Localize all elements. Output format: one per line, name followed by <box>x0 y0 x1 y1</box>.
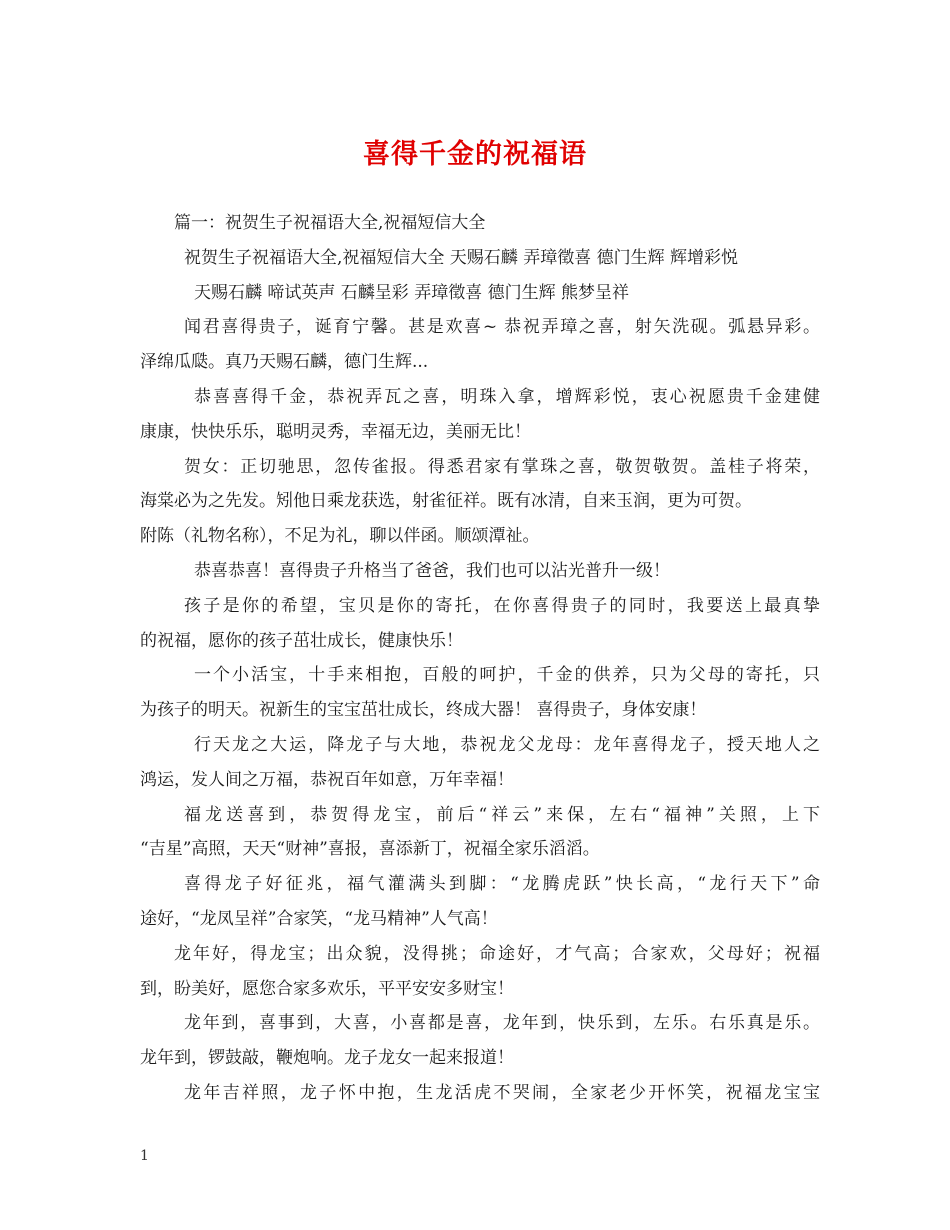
text-line: 泽绵瓜瓞。真乃天赐石麟，德门生辉... <box>140 352 429 373</box>
text-line: 恭喜喜得千金，恭祝弄瓦之喜，明珠入拿，增辉彩悦，衷心祝愿贵千金建健 <box>194 386 820 407</box>
text-line: 海棠必为之先发。矧他日乘龙获选，射雀征祥。既有冰清，自来玉润，更为可贺。 <box>140 491 752 512</box>
page-number: 1 <box>140 1148 149 1164</box>
text-line: 鸿运，发人间之万福，恭祝百年如意，万年幸福！ <box>140 769 514 790</box>
text-line: “吉星”高照，天天“财神”喜报，喜添新丁，祝福全家乐滔滔。 <box>140 839 600 860</box>
text-line: 孩子是你的希望，宝贝是你的寄托，在你喜得贵子的同时，我要送上最真挚 <box>184 595 820 616</box>
text-line: 祝贺生子祝福语大全,祝福短信大全 天赐石麟 弄璋徵喜 德门生辉 辉增彩悦 <box>184 247 739 268</box>
document-title: 喜得千金的祝福语 <box>363 139 587 170</box>
text-line: 为孩子的明天。祝新生的宝宝茁壮成长，终成大器！ 喜得贵子，身体安康！ <box>140 700 707 721</box>
text-line: 到，盼美好，愿您合家多欢乐，平平安安多财宝！ <box>140 978 514 999</box>
text-line: 康康，快快乐乐，聪明灵秀，幸福无边，美丽无比！ <box>140 421 531 442</box>
text-line: 喜得龙子好征兆，福气灌满头到脚：“龙腾虎跃”快长高，“龙行天下”命 <box>184 874 820 895</box>
text-line: 贺女：正切驰思，忽传雀报。得悉君家有掌珠之喜，敬贺敬贺。盖桂子将荣， <box>184 456 820 477</box>
text-line: 途好，“龙凤呈祥”合家笑，“龙马精神”人气高！ <box>140 908 498 929</box>
text-line: 一个小活宝，十手来相抱，百般的呵护，千金的供养，只为父母的寄托，只 <box>194 665 820 686</box>
text-line: 的祝福，愿你的孩子茁壮成长，健康快乐！ <box>140 630 463 651</box>
text-line: 福龙送喜到，恭贺得龙宝，前后“祥云”来保，左右“福神”关照，上下 <box>184 804 820 825</box>
text-line: 行天龙之大运，降龙子与大地，恭祝龙父龙母：龙年喜得龙子，授天地人之 <box>194 734 820 755</box>
text-line: 恭喜恭喜！喜得贵子升格当了爸爸，我们也可以沾光普升一级！ <box>194 560 670 581</box>
text-line: 龙年到，喜事到，大喜，小喜都是喜，龙年到，快乐到，左乐。右乐真是乐。 <box>184 1013 820 1034</box>
text-line: 龙年吉祥照，龙子怀中抱，生龙活虎不哭闹，全家老少开怀笑，祝福龙宝宝 <box>184 1082 820 1103</box>
text-line: 篇一：祝贺生子祝福语大全,祝福短信大全 <box>174 213 486 233</box>
document-body <box>140 206 820 1111</box>
text-line: 闻君喜得贵子，诞育宁馨。甚是欢喜~ 恭祝弄璋之喜，射矢洗砚。弧悬异彩。 <box>184 317 820 338</box>
text-line: 天赐石麟 啼试英声 石麟呈彩 弄璋徵喜 德门生辉 熊梦呈祥 <box>194 282 630 303</box>
text-line: 龙年到，锣鼓敲，鞭炮响。龙子龙女一起来报道！ <box>140 1048 514 1069</box>
text-line: 龙年好，得龙宝；出众貌，没得挑；命途好，才气高；合家欢，父母好；祝福 <box>174 943 820 964</box>
text-line: 附陈（礼物名称），不足为礼，聊以伴函。顺颂潭祉。 <box>140 526 540 547</box>
